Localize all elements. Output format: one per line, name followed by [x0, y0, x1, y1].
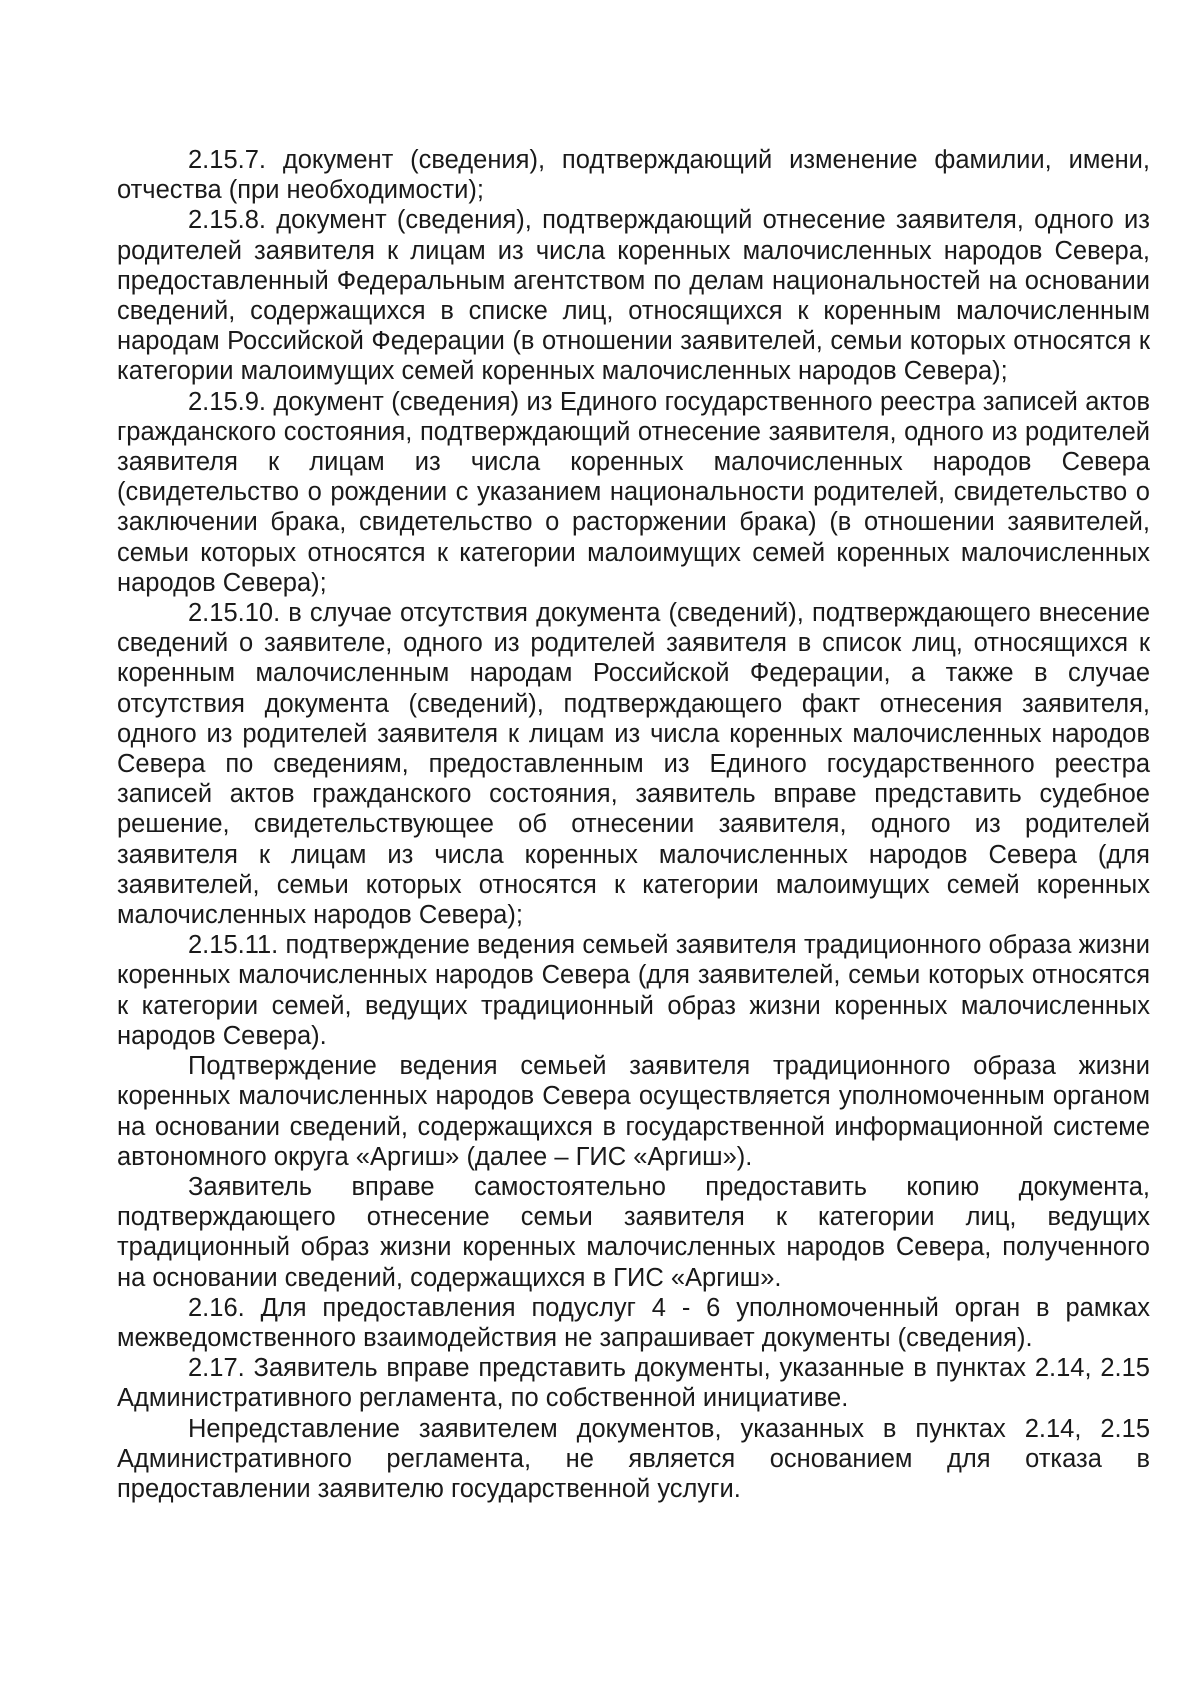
- paragraph-2-15-10: 2.15.10. в случае отсутствия документа (сведений), подтверждающего внесение сведений о заявителе, одного из родителей заявителя в список лиц, относящихся к коренным малочисленным народам Российской Федерации, а также в случае отсутствия документа (сведений), подтверждающего факт отнесения заявителя, одного из родителей заявителя к лицам из числа коренных малочисленных народов Севера по сведениям, предоставленным из Единого государственного реестра записей актов гражданского состояния, заявитель вправе представить судебное решение, свидетельствующее об отнесении заявителя, одного из родителей заявителя к лицам из числа коренных малочисленных народов Севера (для заявителей, семьи которых относятся к категории малоимущих семей коренных малочисленных народов Севера);: [117, 599, 1150, 930]
- paragraph-applicant-copy: Заявитель вправе самостоятельно предоставить копию документа, подтверждающего отнесение семьи заявителя к категории лиц, ведущих традиционный образ жизни коренных малочисленных народов Севера, полученного на основании сведений, содержащихся в ГИС «Аргиш».: [117, 1172, 1150, 1292]
- paragraph-2-15-9: 2.15.9. документ (сведения) из Единого государственного реестра записей актов гражданского состояния, подтверждающий отнесение заявителя, одного из родителей заявителя к лицам из числа коренных малочисленных народов Севера (свидетельство о рождении с указанием национальности родителей, свидетельство о заключении брака, свидетельство о расторжении брака) (в отношении заявителей, семьи которых относятся к категории малоимущих семей коренных малочисленных народов Севера);: [117, 387, 1150, 597]
- document-page: [117, 145, 1150, 1504]
- paragraph-2-16: 2.16. Для предоставления подуслуг 4 - 6 уполномоченный орган в рамках межведомственного взаимодействия не запрашивает документы (сведения).: [117, 1293, 1150, 1352]
- paragraph-2-15-8: 2.15.8. документ (сведения), подтверждающий отнесение заявителя, одного из родителей заявителя к лицам из числа коренных малочисленных народов Севера, предоставленный Федеральным агентством по делам национальностей на основании сведений, содержащихся в списке лиц, относящихся к коренным малочисленным народам Российской Федерации (в отношении заявителей, семьи которых относятся к категории малоимущих семей коренных малочисленных народов Севера);: [117, 206, 1150, 386]
- paragraph-confirmation-argish: Подтверждение ведения семьей заявителя традиционного образа жизни коренных малочисленных народов Севера осуществляется уполномоченным органом на основании сведений, содержащихся в государственной информационной системе автономного округа «Аргиш» (далее – ГИС «Аргиш»).: [117, 1052, 1150, 1171]
- paragraph-2-15-11: 2.15.11. подтверждение ведения семьей заявителя традиционного образа жизни коренных малочисленных народов Севера (для заявителей, семьи которых относятся к категории семей, ведущих традиционный образ жизни коренных малочисленных народов Севера).: [117, 931, 1150, 1050]
- paragraph-non-submission: Непредставление заявителем документов, указанных в пунктах 2.14, 2.15 Административного регламента, не является основанием для отказа в предоставлении заявителю государственной услуги.: [117, 1414, 1150, 1503]
- paragraph-2-17: 2.17. Заявитель вправе представить документы, указанные в пунктах 2.14, 2.15 Административного регламента, по собственной инициативе.: [117, 1354, 1150, 1413]
- paragraph-2-15-7: 2.15.7. документ (сведения), подтверждающий изменение фамилии, имени, отчества (при необходимости);: [117, 146, 1150, 205]
